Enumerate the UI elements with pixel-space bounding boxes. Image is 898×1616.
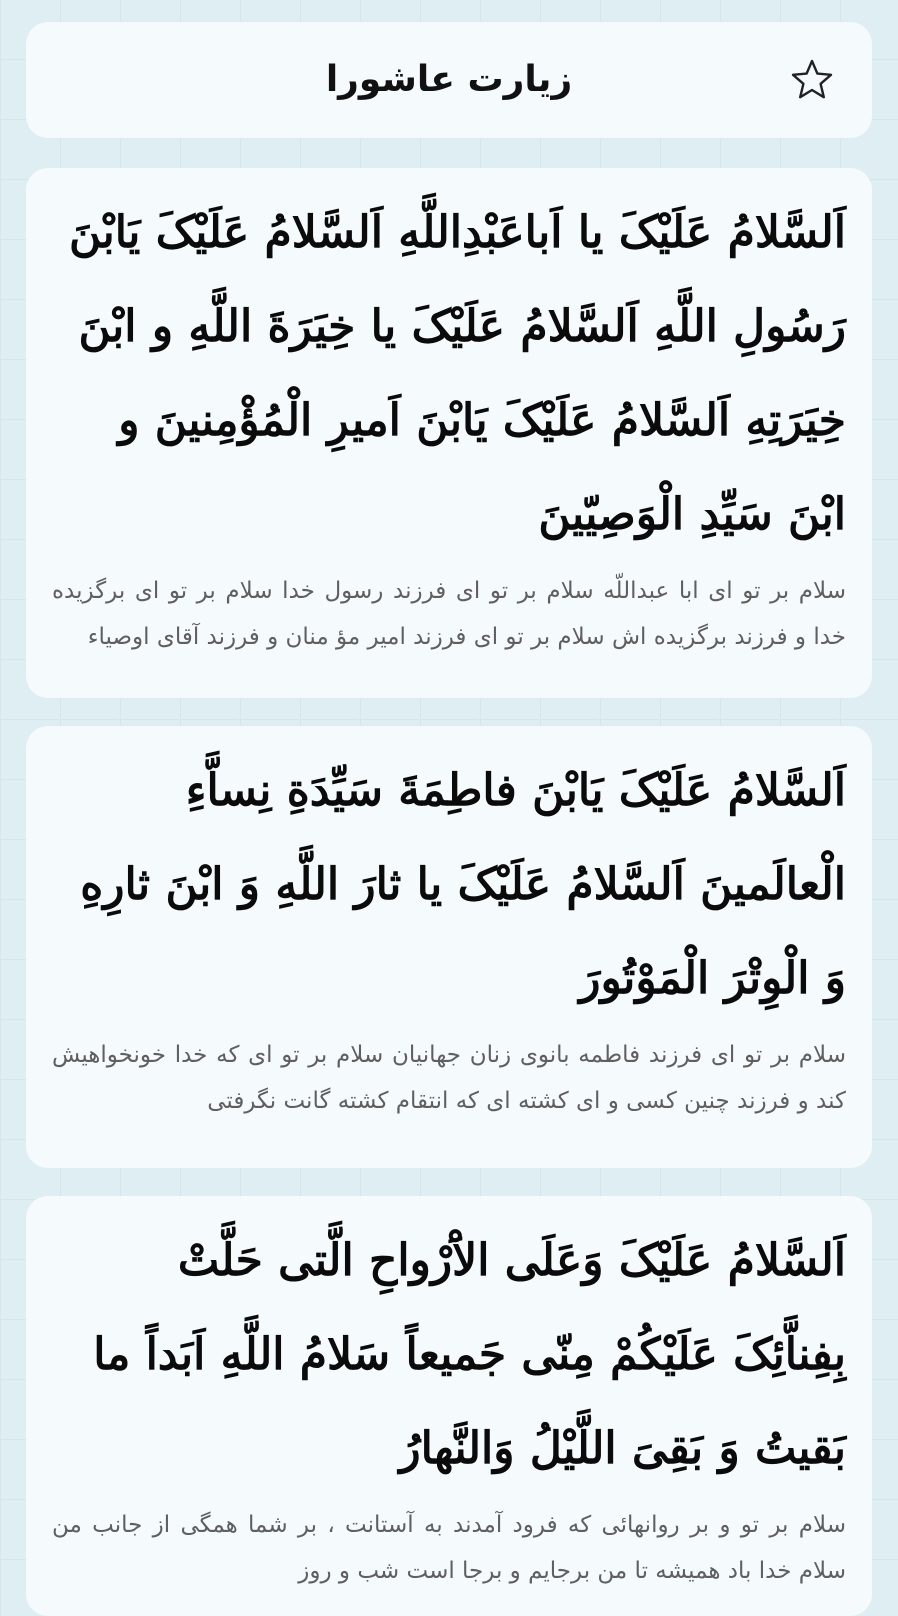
persian-translation: سلام بر تو ای فرزند فاطمه بانوی زنان جهانیان سلام بر تو ای که خدا خونخواهیش کند و فرزند چنین کسی و ای کشته ای که انتقام کشته گانت نگرفتی [52, 1042, 846, 1114]
star-outline-icon [788, 56, 836, 104]
favorite-button[interactable] [788, 56, 836, 104]
passage-card[interactable] [26, 1196, 872, 1616]
passage-card[interactable] [26, 726, 872, 1168]
arabic-text: اَلسَّلامُ عَلَيْکَ وَعَلَى الاَْرْواحِ الَّتى حَلَّتْ بِفِناَّئِکَ عَلَيْکُمْ مِنّى جَميعاً سَلامُ اللَّهِ اَبَداً ما بَقيتُ وَ بَقِىَ اللَّيْلُ وَالنَّهارُ [93, 1235, 846, 1474]
page-title: زیارت عاشورا [325, 59, 573, 100]
title-bar [26, 22, 872, 138]
passage-card[interactable] [26, 168, 872, 698]
persian-translation: سلام بر تو ای ابا عبداللّه سلام بر تو ای فرزند رسول خدا سلام بر تو ای برگزیده خدا و فرزند برگزیده اش سلام بر تو ای فرزند امیر مؤ منان و فرزند آقای اوصیاء [52, 578, 846, 650]
persian-translation: سلام بر تو و بر روانهائی که فرود آمدند به آستانت ، بر شما همگی از جانب من سلام خدا باد همیشه تا من برجایم و برجا است شب و روز [52, 1512, 846, 1584]
arabic-text: اَلسَّلامُ عَلَيْکَ يا اَباعَبْدِاللَّهِ اَلسَّلامُ عَلَيْکَ يَابْنَ رَسُولِ اللَّهِ اَلسَّلامُ عَلَيْکَ يا خِيَرَةَ اللَّهِ و ابْنَ خِيَرَتِهِ اَلسَّلامُ عَلَيْکَ يَابْنَ اَميرِ الْمُؤْمِنينَ و ابْنَ سَيِّدِ الْوَصِيّينَ [69, 207, 846, 540]
arabic-text: اَلسَّلامُ عَلَيْکَ يَابْنَ فاطِمَةَ سَيِّدَةِ نِساَّءِ الْعالَمينَ اَلسَّلامُ عَلَيْکَ يا ثارَ اللَّهِ وَ ابْنَ ثارِهِ وَ الْوِتْرَ الْمَوْتُورَ [80, 765, 846, 1004]
